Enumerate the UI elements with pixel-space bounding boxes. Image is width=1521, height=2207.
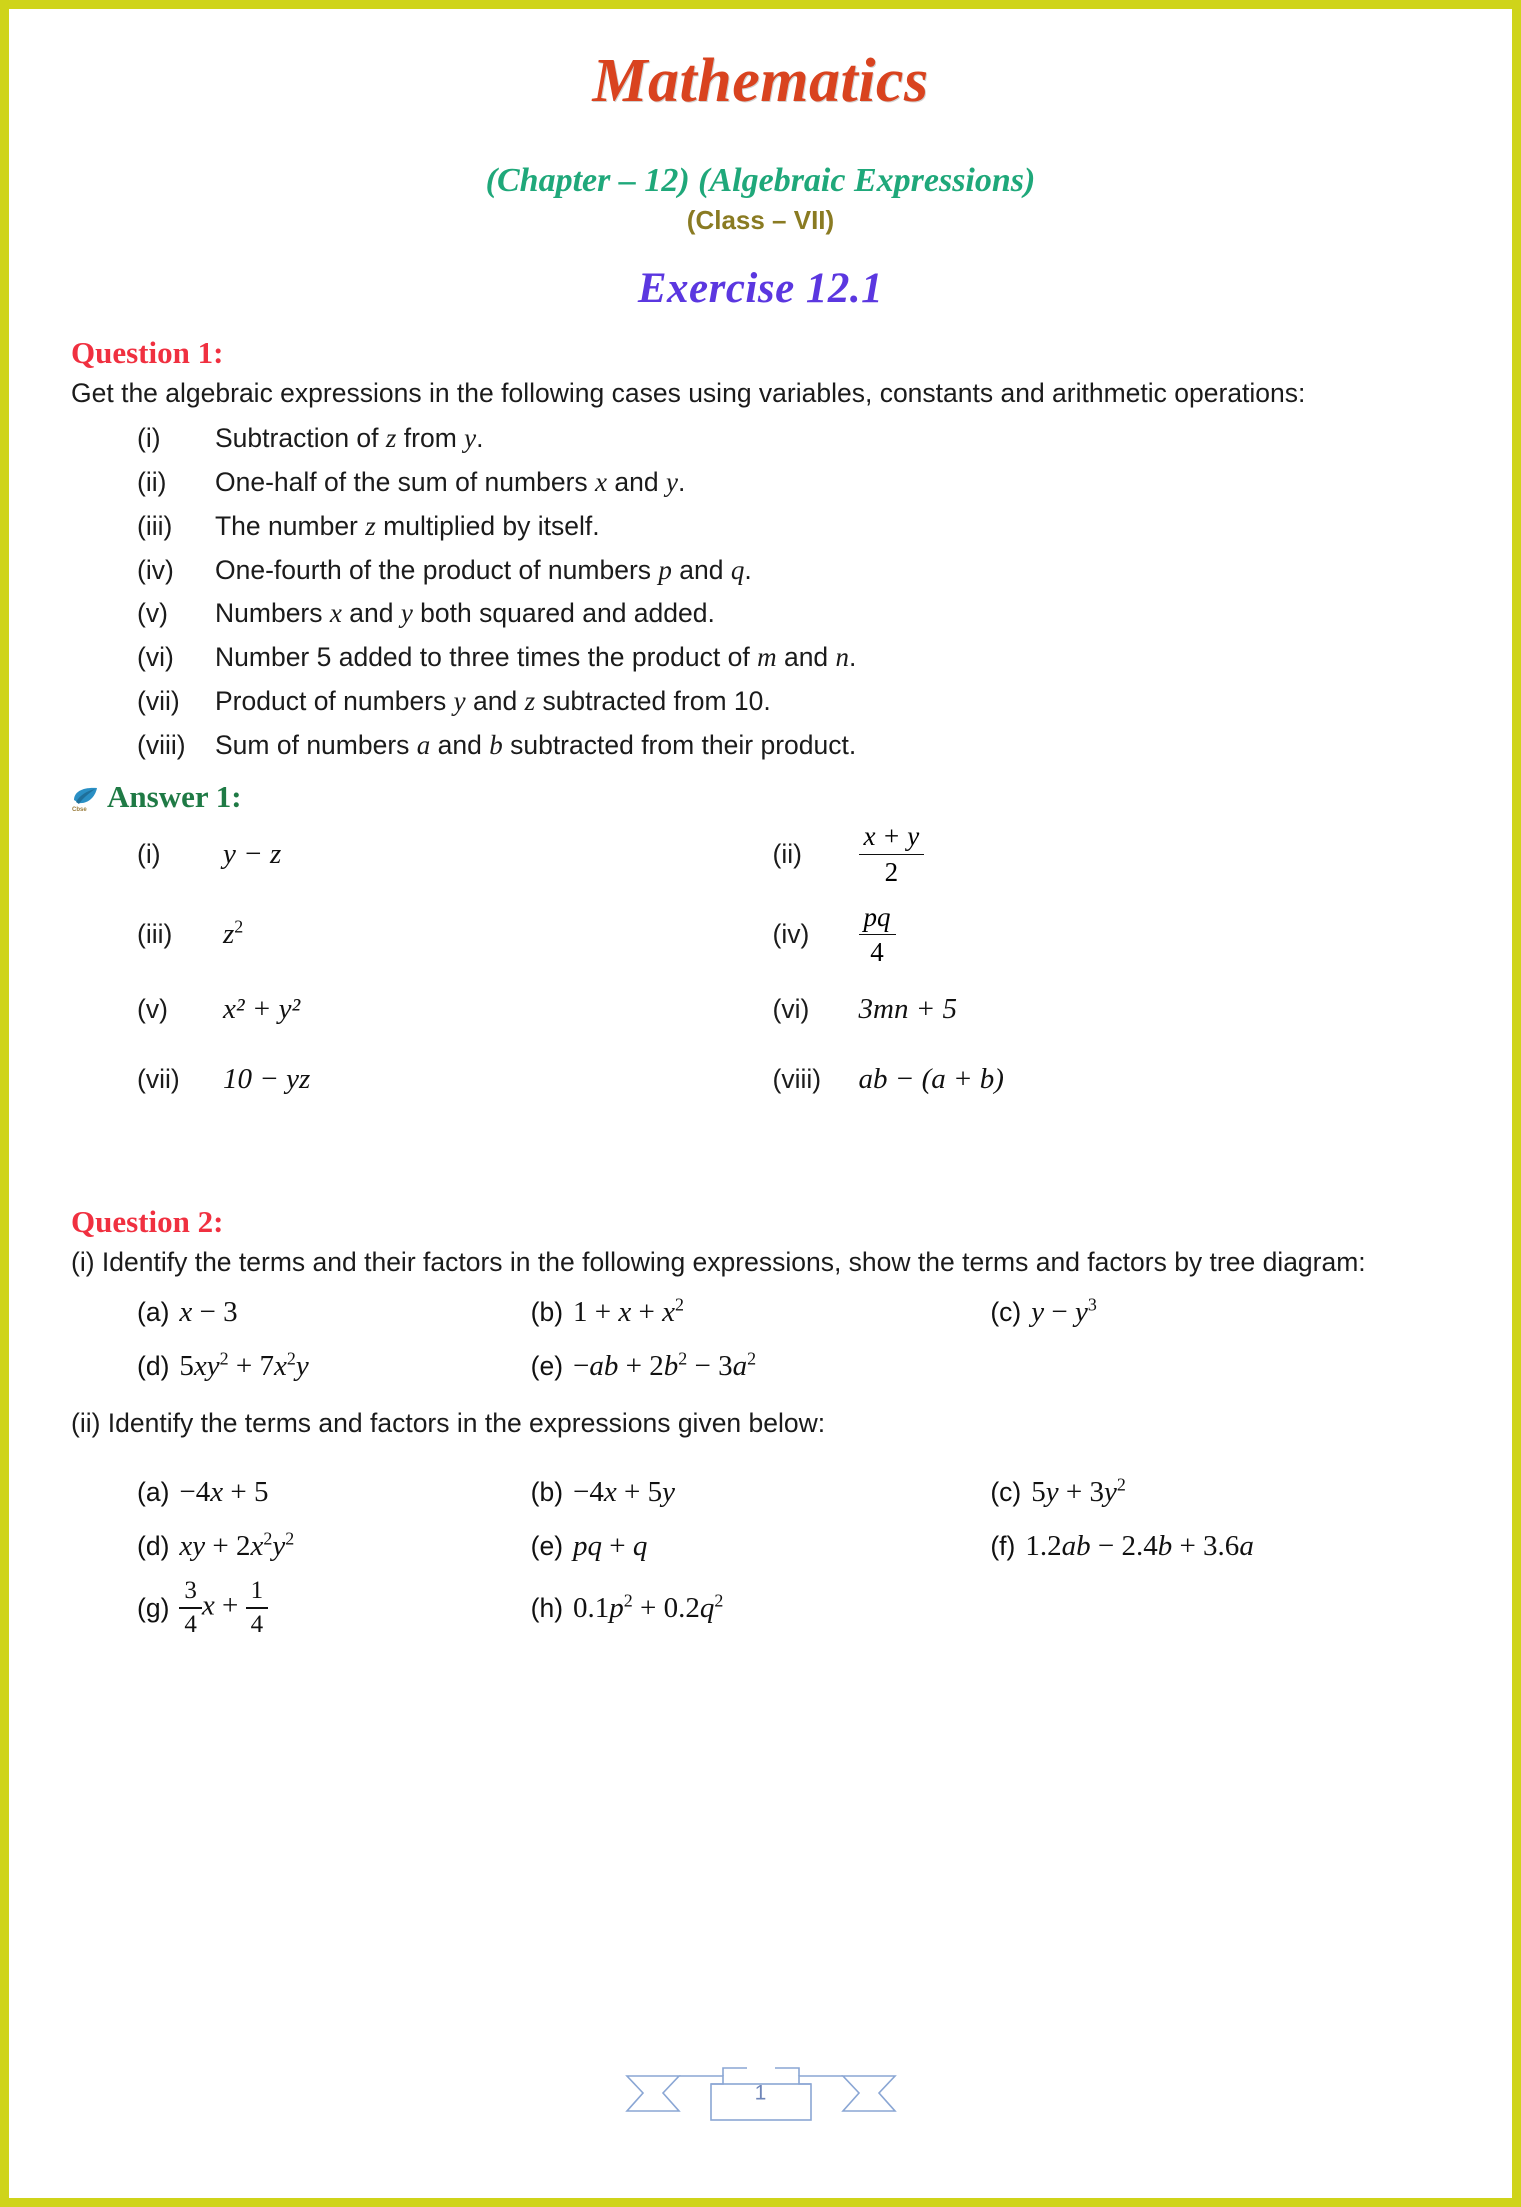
answer-label: (iii) — [137, 919, 173, 950]
list-item — [71, 417, 1450, 461]
expression-cell — [990, 1289, 1450, 1335]
question-2-heading: Question 2: — [71, 1203, 224, 1239]
answer-label: (vi) — [772, 994, 810, 1025]
chapter-subtitle: (Chapter – 12) (Algebraic Expressions) — [485, 162, 1036, 200]
expression-value: $5y + 3y^2$ — [1031, 1474, 1126, 1508]
expression-cell — [531, 1577, 991, 1639]
list-item-text: Product of numbers y and z subtracted from 10. — [215, 685, 771, 716]
fraction-numerator: x + y — [863, 821, 920, 852]
expression-cell-empty — [990, 1343, 1450, 1389]
answer-1-heading — [71, 779, 1450, 815]
expression-value: $0.1p^2 + 0.2q^2$ — [573, 1590, 724, 1624]
svg-text:Cbse: Cbse — [72, 807, 87, 813]
leaf-logo-icon — [71, 784, 101, 813]
class-subtitle: (Class – VII) — [686, 205, 835, 236]
expression-label: (d) — [137, 1350, 170, 1381]
answer-expression: 10 − yz — [223, 1063, 311, 1096]
question-2-part-ii-row1 — [71, 1469, 1450, 1515]
expression-label: (a) — [137, 1296, 170, 1327]
answer-label: (viii) — [772, 1064, 822, 1095]
fraction-bar — [246, 1607, 269, 1609]
list-item — [71, 724, 1450, 768]
list-item — [71, 505, 1450, 549]
footer-ribbon — [623, 2054, 899, 2132]
question-2-part-ii-text: (ii) Identify the terms and factors in the expressions given below: — [71, 1408, 826, 1439]
expression-value: $\frac{3}{4}$ x + $\frac{1}{4}$ — [179, 1577, 268, 1639]
expression-cell — [990, 1523, 1450, 1569]
list-item-number: (viii) — [137, 729, 186, 760]
expression-value: $5xy^2 + 7x^2y$ — [179, 1348, 309, 1382]
power-base: z — [223, 918, 235, 951]
fraction-bar — [859, 854, 925, 856]
expression-label: (d) — [137, 1530, 170, 1561]
fraction-numerator: 3 — [184, 1577, 197, 1605]
answer-cell — [761, 902, 1451, 968]
expression-value: $-ab + 2b^2 - 3a^2$ — [573, 1348, 757, 1382]
answer-expression — [223, 918, 243, 951]
question-2-part-i-text: (i) Identify the terms and their factors in the following expressions, show the terms and factors by tree diagram: — [71, 1246, 1366, 1277]
fraction-numerator: pq — [863, 901, 891, 932]
answer-label: (ii) — [772, 839, 802, 870]
list-item-number: (iv) — [137, 554, 174, 585]
question-2-part-ii-row2 — [71, 1523, 1450, 1569]
list-item-number: (iii) — [137, 510, 173, 541]
expression-value: −4x + 5y — [573, 1475, 676, 1508]
expression-cell — [531, 1343, 991, 1389]
expression-label: (f) — [990, 1530, 1016, 1561]
expression-label: (c) — [990, 1476, 1022, 1507]
answer-1-grid — [71, 821, 1450, 1107]
expression-cell — [71, 1577, 531, 1639]
fraction-denominator: 2 — [884, 857, 899, 888]
expression-value: $y - y^3$ — [1031, 1294, 1097, 1328]
answer-cell — [761, 821, 1451, 887]
answer-cell — [71, 902, 761, 968]
expression-value: $1 + x + x^2$ — [573, 1294, 684, 1328]
list-item — [71, 549, 1450, 593]
expression-label: (h) — [530, 1592, 564, 1623]
question-2-part-i-row1 — [71, 1289, 1450, 1335]
answer-expression: x² + y² — [223, 993, 301, 1026]
answer-1-heading-text: Answer 1: — [107, 779, 242, 815]
expression-value: pq + q — [573, 1529, 648, 1562]
answer-expression-fraction — [859, 902, 896, 968]
list-item-text: Number 5 added to three times the product of m and n. — [215, 642, 857, 673]
expression-cell — [531, 1289, 991, 1335]
question-1-list — [71, 417, 1450, 767]
answer-label: (i) — [137, 839, 161, 870]
answer-cell — [71, 982, 761, 1038]
expression-cell — [531, 1523, 991, 1569]
list-item-number: (i) — [137, 423, 161, 454]
answer-label: (iv) — [772, 919, 810, 950]
expression-cell — [71, 1469, 531, 1515]
answer-label: (v) — [137, 994, 168, 1025]
expression-label: (e) — [530, 1530, 564, 1561]
document-title: Mathematics — [592, 47, 929, 115]
expression-value: xy + $2x^2y^2$ — [179, 1528, 295, 1562]
expression-label: (g) — [137, 1592, 170, 1623]
page-content — [9, 9, 1512, 2198]
answer-expression: 3mn + 5 — [858, 993, 958, 1026]
expression-label: (a) — [137, 1476, 170, 1507]
fraction-denominator: 4 — [184, 1610, 197, 1638]
question-2-part-i-row2 — [71, 1343, 1450, 1389]
expression-label: (b) — [530, 1296, 564, 1327]
fraction-one-fourth — [246, 1577, 269, 1639]
list-item-number: (ii) — [137, 466, 167, 497]
fraction-numerator: 1 — [250, 1577, 264, 1605]
answer-expression: y − z — [223, 838, 282, 871]
list-item — [71, 680, 1450, 724]
list-item-number: (v) — [137, 598, 168, 629]
expression-cell-empty — [990, 1577, 1450, 1639]
expression-label: (c) — [990, 1296, 1022, 1327]
question-2-part-ii-row3 — [71, 1577, 1450, 1639]
list-item — [71, 461, 1450, 505]
list-item-number: (vi) — [137, 642, 174, 673]
expression-cell — [71, 1523, 531, 1569]
fraction-bar — [179, 1607, 202, 1609]
page-footer — [9, 2054, 1512, 2132]
exercise-title: Exercise 12.1 — [637, 265, 884, 313]
list-item-text: Numbers x and y both squared and added. — [215, 598, 715, 629]
expression-cell — [990, 1469, 1450, 1515]
answer-expression-fraction — [859, 821, 925, 887]
answer-expression: ab − (a + b) — [858, 1063, 1004, 1096]
answer-cell — [71, 821, 761, 887]
fraction-denominator: 4 — [870, 937, 884, 968]
list-item-number: (vii) — [137, 685, 180, 716]
answer-cell — [761, 1052, 1451, 1108]
list-item-text: Sum of numbers a and b subtracted from their product. — [215, 729, 857, 760]
question-1-intro: Get the algebraic expressions in the following cases using variables, constants and arithmetic operations: — [71, 378, 1306, 409]
list-item-text: One-half of the sum of numbers x and y. — [215, 466, 686, 497]
expression-label: (e) — [530, 1350, 564, 1381]
list-item-text: One-fourth of the product of numbers p and q. — [215, 554, 752, 585]
answer-cell — [761, 982, 1451, 1038]
expression-value: x − 3 — [179, 1295, 238, 1328]
page-number: 1 — [754, 2081, 767, 2105]
fraction-three-fourths — [179, 1577, 202, 1639]
expression-cell — [71, 1289, 531, 1335]
expression-cell — [71, 1343, 531, 1389]
expression-label: (b) — [530, 1476, 564, 1507]
answer-cell — [71, 1052, 761, 1108]
expression-value: 1.2ab − 2.4b + 3.6a — [1025, 1529, 1254, 1562]
power-exponent: 2 — [234, 916, 244, 937]
fraction-denominator: 4 — [250, 1610, 264, 1638]
list-item — [71, 592, 1450, 636]
list-item-text: The number z multiplied by itself. — [215, 510, 600, 541]
fraction-bar — [859, 934, 896, 936]
answer-label: (vii) — [137, 1064, 180, 1095]
expression-value: −4x + 5 — [179, 1475, 269, 1508]
list-item — [71, 636, 1450, 680]
question-1-heading: Question 1: — [71, 335, 224, 371]
expression-cell — [531, 1469, 991, 1515]
list-item-text: Subtraction of z from y. — [215, 423, 484, 454]
